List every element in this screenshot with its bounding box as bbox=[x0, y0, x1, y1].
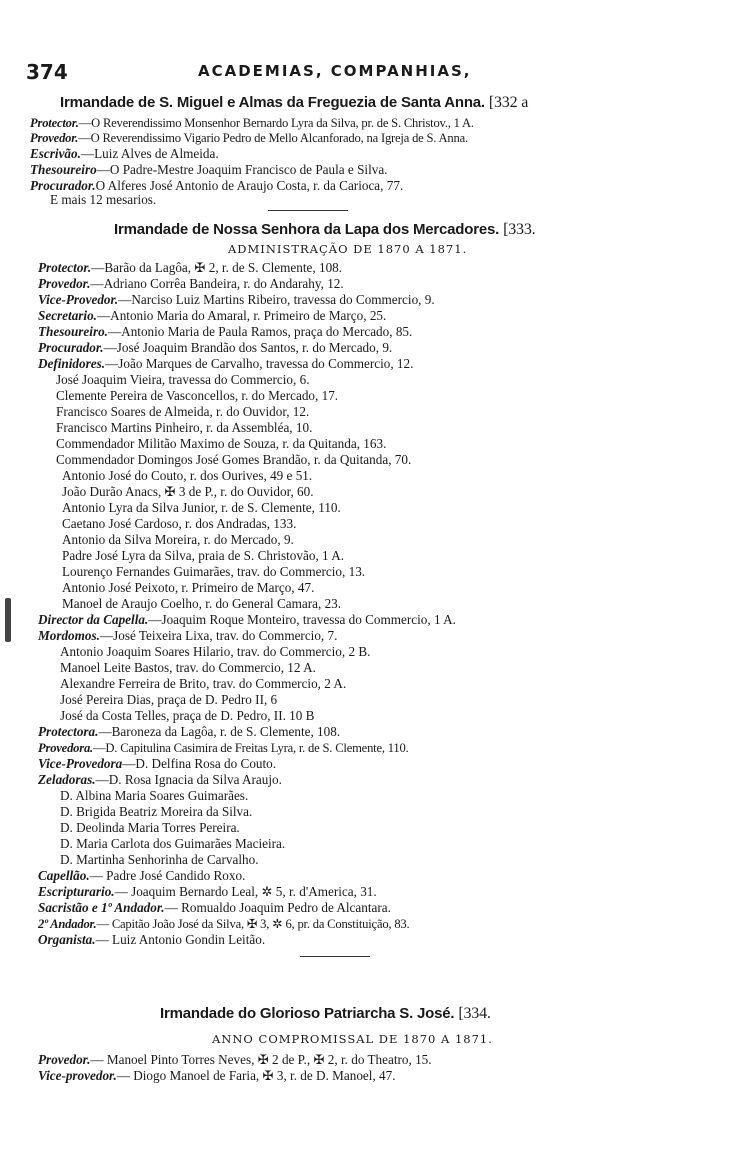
entry-line bbox=[38, 772, 282, 788]
entry-label: Organista. bbox=[38, 932, 96, 947]
entry-text: —Joaquim Roque Monteiro, travessa do Commercio, 1 A. bbox=[148, 612, 456, 627]
entry-line bbox=[38, 308, 386, 324]
running-header bbox=[26, 60, 606, 84]
entry-line bbox=[62, 532, 294, 548]
entry-line bbox=[30, 146, 219, 162]
entry-text: —O Reverendissimo Monsenhor Bernardo Lyra da Silva, pr. de S. Christov., 1 A. bbox=[78, 116, 474, 130]
divider bbox=[300, 956, 370, 957]
entry-line bbox=[38, 1052, 432, 1068]
entry-text: —Barão da Lagôa, ✠ 2, r. de S. Clemente, 108. bbox=[91, 260, 343, 275]
section-title: Irmandade de S. Miguel e Almas da Freguezia de Santa Anna. bbox=[60, 94, 485, 111]
section-number: [333. bbox=[503, 221, 536, 238]
entry-text: — Manoel Pinto Torres Neves, ✠ 2 de P., ✠ 2, r. do Theatro, 15. bbox=[90, 1052, 432, 1067]
entry-text: Francisco Soares de Almeida, r. do Ouvidor, 12. bbox=[56, 404, 310, 419]
entry-label: Capellão. bbox=[38, 868, 90, 883]
entry-text: João Durão Anacs, ✠ 3 de P., r. do Ouvidor, 60. bbox=[62, 484, 314, 499]
entry-line bbox=[38, 276, 344, 292]
entry-text: Lourenço Fernandes Guimarães, trav. do Commercio, 13. bbox=[62, 564, 366, 579]
entry-text: Manoel Leite Bastos, trav. do Commercio, 12 A. bbox=[60, 660, 316, 675]
entry-text: D. Martinha Senhorinha de Carvalho. bbox=[60, 852, 259, 867]
entry-line bbox=[60, 852, 259, 868]
entry-label: Vice-provedor. bbox=[38, 1068, 117, 1083]
entry-text: —Adriano Corrêa Bandeira, r. do Andarahy, 12. bbox=[90, 276, 344, 291]
entry-text: Manoel de Araujo Coelho, r. do General Camara, 23. bbox=[62, 596, 342, 611]
entry-line bbox=[38, 756, 276, 772]
section-subtitle: ADMINISTRAÇÃO DE 1870 A 1871. bbox=[228, 242, 468, 256]
entry-line bbox=[62, 596, 341, 612]
entry-line bbox=[62, 484, 314, 500]
section-heading bbox=[60, 94, 528, 112]
entry-line bbox=[56, 388, 338, 404]
entry-text: — Capitão João José da Silva, ✠ 3, ✲ 6, pr. da Constituição, 83. bbox=[96, 917, 410, 931]
entry-line bbox=[38, 900, 391, 916]
section-title: Irmandade de Nossa Senhora da Lapa dos Mercadores. bbox=[114, 221, 500, 238]
section-title: Irmandade do Glorioso Patriarcha S. José. bbox=[160, 1005, 455, 1022]
entry-label: Escrivão. bbox=[30, 146, 81, 161]
entry-line bbox=[38, 884, 377, 900]
entry-text: José Joaquim Vieira, travessa do Commercio, 6. bbox=[56, 372, 310, 387]
entry-label: Provedor. bbox=[38, 1052, 91, 1067]
entry-text: Antonio Joaquim Soares Hilario, trav. do Commercio, 2 B. bbox=[60, 644, 371, 659]
entry-line bbox=[38, 916, 409, 932]
entry-text: Clemente Pereira de Vasconcellos, r. do Mercado, 17. bbox=[56, 388, 339, 403]
running-title: ACADEMIAS, COMPANHIAS, bbox=[198, 62, 472, 80]
entry-line bbox=[50, 192, 156, 208]
entry-line bbox=[30, 162, 387, 178]
entry-label: Thesoureiro bbox=[30, 162, 97, 177]
entry-line bbox=[62, 580, 314, 596]
entry-text: D. Brigida Beatriz Moreira da Silva. bbox=[60, 804, 253, 819]
entry-label: Provedora. bbox=[38, 741, 94, 755]
entry-line bbox=[62, 500, 341, 516]
entry-label: Definidores. bbox=[38, 356, 106, 371]
entry-text: D. Albina Maria Soares Guimarães. bbox=[60, 788, 249, 803]
section-heading bbox=[114, 221, 535, 239]
entry-line bbox=[60, 708, 314, 724]
entry-text: Francisco Martins Pinheiro, r. da Assembléa, 10. bbox=[56, 420, 313, 435]
entry-text: —Antonio Maria de Paula Ramos, praça do Mercado, 85. bbox=[107, 324, 413, 339]
page-number: 374 bbox=[26, 60, 68, 84]
entry-line bbox=[60, 804, 252, 820]
entry-text: —José Joaquim Brandão dos Santos, r. do Mercado, 9. bbox=[103, 340, 393, 355]
entry-text: —D. Capitulina Casimira de Freitas Lyra, r. de S. Clemente, 110. bbox=[93, 741, 409, 755]
section-number: [332 a bbox=[488, 94, 529, 111]
entry-text: —D. Delfina Rosa do Couto. bbox=[122, 756, 277, 771]
entry-text: — Padre José Candido Roxo. bbox=[89, 868, 246, 883]
entry-line bbox=[38, 932, 265, 948]
entry-line bbox=[38, 340, 392, 356]
entry-text: — Diogo Manoel de Faria, ✠ 3, r. de D. Manoel, 47. bbox=[116, 1068, 396, 1083]
entry-label: Provedor. bbox=[38, 276, 91, 291]
entry-line bbox=[60, 676, 346, 692]
entry-text: Alexandre Ferreira de Brito, trav. do Commercio, 2 A. bbox=[60, 676, 347, 691]
entry-label: Provedor. bbox=[30, 131, 79, 145]
entry-label: Escripturario. bbox=[38, 884, 115, 899]
entry-text: — Luiz Antonio Gondin Leitão. bbox=[95, 932, 266, 947]
entry-text: —Antonio Maria do Amaral, r. Primeiro de Março, 25. bbox=[96, 308, 387, 323]
entry-label: Protectora. bbox=[38, 724, 99, 739]
entry-line bbox=[30, 130, 468, 146]
entry-line bbox=[38, 628, 337, 644]
entry-text: — Joaquim Bernardo Leal, ✲ 5, r. d'America, 31. bbox=[114, 884, 377, 899]
entry-label: Vice-Provedor. bbox=[38, 292, 119, 307]
entry-line bbox=[60, 692, 277, 708]
entry-text: D. Deolinda Maria Torres Pereira. bbox=[60, 820, 240, 835]
entry-text: —O Reverendissimo Vigario Pedro de Mello Alcanforado, na Igreja de S. Anna. bbox=[78, 131, 468, 145]
entry-text: —Baroneza da Lagôa, r. de S. Clemente, 108. bbox=[98, 724, 341, 739]
entry-text: Caetano José Cardoso, r. dos Andradas, 133. bbox=[62, 516, 297, 531]
entry-line bbox=[56, 452, 411, 468]
entry-text: Antonio José Peixoto, r. Primeiro de Março, 47. bbox=[62, 580, 315, 595]
entry-label: Mordomos. bbox=[38, 628, 100, 643]
entry-text: —O Padre-Mestre Joaquim Francisco de Paula e Silva. bbox=[96, 162, 388, 177]
entry-line bbox=[38, 292, 435, 308]
margin-mark bbox=[5, 598, 11, 642]
entry-line bbox=[38, 868, 245, 884]
entry-line bbox=[62, 548, 344, 564]
entry-label: Thesoureiro. bbox=[38, 324, 108, 339]
entry-text: O Alferes José Antonio de Araujo Costa, r. da Carioca, 77. bbox=[95, 178, 404, 193]
entry-label: Procurador. bbox=[30, 178, 96, 193]
entry-label: 2º Andador. bbox=[38, 917, 97, 931]
entry-line bbox=[38, 612, 456, 628]
entry-text: Commendador Domingos José Gomes Brandão, r. da Quitanda, 70. bbox=[56, 452, 412, 467]
entry-text: —Luiz Alves de Almeida. bbox=[80, 146, 219, 161]
entry-label: Director da Capella. bbox=[38, 612, 149, 627]
entry-line bbox=[60, 820, 240, 836]
entry-line bbox=[60, 660, 316, 676]
entry-line bbox=[62, 564, 365, 580]
entry-text: D. Maria Carlota dos Guimarães Macieira. bbox=[60, 836, 286, 851]
entry-line bbox=[56, 420, 312, 436]
entry-text: Antonio José do Couto, r. dos Ourives, 49 e 51. bbox=[62, 468, 313, 483]
entry-line bbox=[62, 516, 296, 532]
entry-text: — Romualdo Joaquim Pedro de Alcantara. bbox=[164, 900, 391, 915]
entry-line bbox=[38, 260, 342, 276]
entry-text: Antonio Lyra da Silva Junior, r. de S. Clemente, 110. bbox=[62, 500, 341, 515]
entry-line bbox=[56, 404, 309, 420]
entry-label: Protector. bbox=[38, 260, 92, 275]
section-number: [334. bbox=[458, 1005, 491, 1022]
entry-text: José da Costa Telles, praça de D. Pedro, II. 10 B bbox=[60, 708, 315, 723]
entry-text: —D. Rosa Ignacia da Silva Araujo. bbox=[95, 772, 282, 787]
entry-label: Procurador. bbox=[38, 340, 104, 355]
divider bbox=[268, 210, 348, 211]
entry-label: Zeladoras. bbox=[38, 772, 96, 787]
entry-text: —João Marques de Carvalho, travessa do Commercio, 12. bbox=[105, 356, 414, 371]
section-heading bbox=[160, 1005, 491, 1023]
entry-label: Secretario. bbox=[38, 308, 97, 323]
entry-text: —José Teixeira Lixa, trav. do Commercio, 7. bbox=[99, 628, 338, 643]
entry-line bbox=[56, 436, 386, 452]
entry-text: Antonio da Silva Moreira, r. do Mercado, 9. bbox=[62, 532, 294, 547]
section-subtitle: ANNO COMPROMISSAL DE 1870 A 1871. bbox=[212, 1032, 493, 1046]
entry-label: Vice-Provedora bbox=[38, 756, 123, 771]
entry-label: Protector. bbox=[30, 116, 79, 130]
entry-line bbox=[38, 724, 340, 740]
entry-line bbox=[62, 468, 312, 484]
entry-label: Sacristão e 1º Andador. bbox=[38, 900, 165, 915]
entry-text: José Pereira Dias, praça de D. Pedro II, 6 bbox=[60, 692, 278, 707]
entry-line bbox=[60, 788, 248, 804]
entry-line bbox=[38, 356, 413, 372]
entry-line bbox=[60, 836, 285, 852]
entry-line bbox=[30, 115, 474, 131]
entry-text: E mais 12 mesarios. bbox=[50, 192, 157, 207]
entry-line bbox=[38, 1068, 396, 1084]
entry-text: —Narciso Luiz Martins Ribeiro, travessa do Commercio, 9. bbox=[118, 292, 435, 307]
entry-line bbox=[38, 740, 409, 756]
entry-line bbox=[60, 644, 370, 660]
entry-line bbox=[38, 324, 412, 340]
entry-text: Padre José Lyra da Silva, praia de S. Christovão, 1 A. bbox=[62, 548, 345, 563]
entry-line bbox=[56, 372, 310, 388]
entry-text: Commendador Militão Maximo de Souza, r. da Quitanda, 163. bbox=[56, 436, 387, 451]
